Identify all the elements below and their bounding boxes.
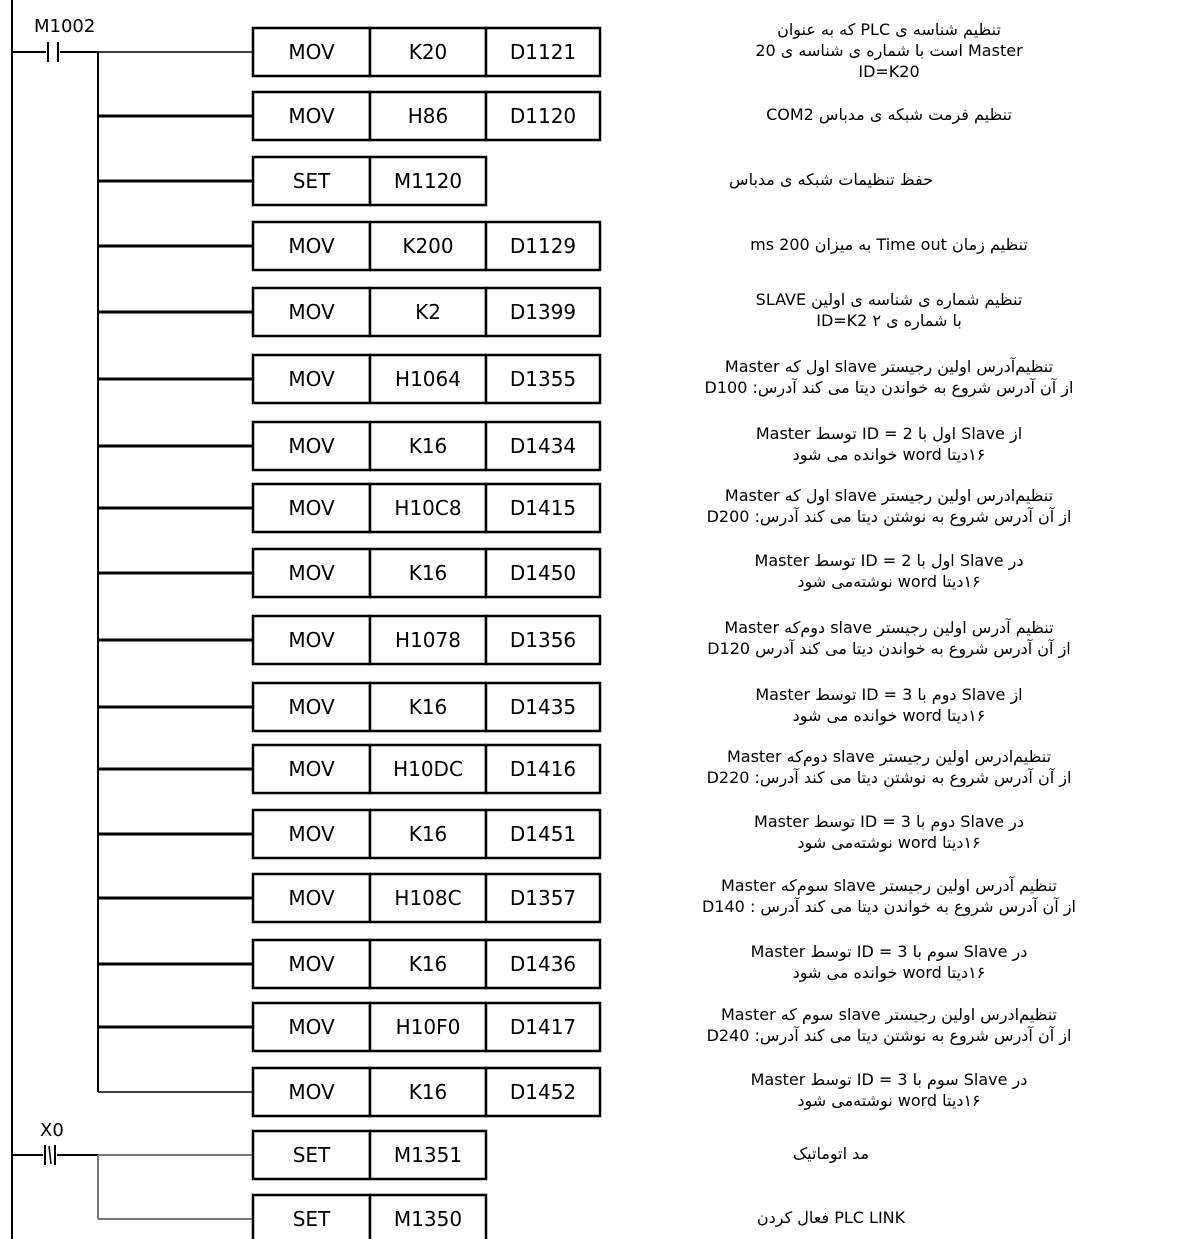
comment-line: تنظیم آدرس اولین رجیستر slave سوم‌که Master bbox=[721, 876, 1057, 895]
operand-dest-cell: D1436 bbox=[509, 952, 577, 976]
rung-comment bbox=[606, 550, 1172, 592]
operand-source-cell: H1064 bbox=[395, 367, 461, 391]
instruction-cell: MOV bbox=[288, 952, 335, 976]
instruction-cell: MOV bbox=[288, 561, 335, 585]
rung-3 bbox=[98, 157, 486, 205]
instruction-cell: MOV bbox=[288, 757, 335, 781]
comment-line: از آن آدرس شروع به نوشتن دیتا می کند آدرس: D220 bbox=[706, 768, 1072, 787]
operand-source-cell: M1351 bbox=[393, 1143, 463, 1167]
rung-2 bbox=[98, 92, 600, 140]
instruction-cell: MOV bbox=[288, 822, 335, 846]
rung-comment bbox=[606, 19, 1172, 82]
comment-line: در Slave دوم با ID = 3 توسط Master bbox=[754, 812, 1024, 831]
comment-line: ۱۶دیتا word نوشته‌می شود bbox=[797, 1091, 981, 1110]
operand-dest-cell: D1451 bbox=[509, 822, 577, 846]
comment-line: ۱۶دیتا word خوانده می شود bbox=[792, 445, 986, 464]
instruction-cell: MOV bbox=[288, 496, 335, 520]
comment-line: از Slave دوم با ID = 3 توسط Master bbox=[755, 685, 1023, 704]
comment-line: تنظیم‌ادرس اولین رجیستر slave سوم که Master bbox=[721, 1005, 1057, 1024]
instruction-cell: MOV bbox=[288, 40, 335, 64]
rung-8 bbox=[98, 484, 600, 532]
rung-comment bbox=[606, 875, 1172, 917]
operand-source-cell: K200 bbox=[402, 234, 454, 258]
instruction-cell: MOV bbox=[288, 628, 335, 652]
rung-comment bbox=[606, 104, 1172, 125]
comment-line: تنظیم شماره ی شناسه ی اولین SLAVE bbox=[755, 290, 1023, 309]
rung-9 bbox=[98, 549, 600, 597]
instruction-cell: SET bbox=[292, 169, 331, 193]
rung-1 bbox=[98, 28, 600, 76]
comment-line: تنظیم زمان Time out به میزان 200 ms bbox=[750, 234, 1028, 254]
contact-m1002 bbox=[12, 16, 98, 62]
rung-19 bbox=[98, 1195, 486, 1239]
comment-line: ۱۶دیتا word نوشته‌می شود bbox=[797, 572, 981, 591]
rung-comment bbox=[606, 1004, 1172, 1046]
comment-line: در Slave اول با ID = 2 توسط Master bbox=[754, 551, 1024, 570]
contact-x0 bbox=[12, 1120, 98, 1165]
comment-line: از Slave اول با ID = 2 توسط Master bbox=[755, 424, 1023, 443]
rung-7 bbox=[98, 422, 600, 470]
comment-line: تنظیم‌ادرس اولین رجیستر slave دوم‌که Master bbox=[726, 747, 1052, 766]
operand-dest-cell: D1434 bbox=[509, 434, 577, 458]
instruction-cell: MOV bbox=[288, 1080, 335, 1104]
operand-dest-cell: D1417 bbox=[509, 1015, 577, 1039]
operand-source-cell: H86 bbox=[407, 104, 449, 128]
comment-line: Master است با شماره ی شناسه ی 20 bbox=[755, 40, 1023, 60]
operand-source-cell: K20 bbox=[408, 40, 448, 64]
operand-dest-cell: D1450 bbox=[509, 561, 577, 585]
operand-source-cell: K16 bbox=[408, 952, 448, 976]
comment-line: ۱۶دیتا word خوانده می شود bbox=[792, 963, 986, 982]
comment-line: ID=K20 bbox=[858, 61, 920, 81]
instruction-cell: SET bbox=[292, 1143, 331, 1167]
rung-comment bbox=[606, 684, 1172, 726]
operand-dest-cell: D1356 bbox=[509, 628, 577, 652]
comment-line: در Slave سوم با ID = 3 توسط Master bbox=[750, 1070, 1028, 1089]
operand-source-cell: K2 bbox=[415, 300, 441, 324]
comment-line: از آن آدرس شروع به خواندن دیتا می کند آدرس: D100 bbox=[704, 378, 1074, 397]
operand-source-cell: H10DC bbox=[393, 757, 463, 781]
instruction-cell: MOV bbox=[288, 367, 335, 391]
operand-source-cell: H1078 bbox=[395, 628, 461, 652]
instruction-cell: MOV bbox=[288, 434, 335, 458]
comment-line: تنظیم‌آدرس اولین رجیستر slave اول که Master bbox=[724, 357, 1054, 376]
rung-comment bbox=[606, 234, 1172, 255]
instruction-cell: MOV bbox=[288, 234, 335, 258]
rung-comment bbox=[490, 169, 1172, 190]
instruction-cell: MOV bbox=[288, 104, 335, 128]
rung-12 bbox=[98, 745, 600, 793]
operand-dest-cell: D1415 bbox=[509, 496, 577, 520]
instruction-cell: MOV bbox=[288, 695, 335, 719]
instruction-cell: MOV bbox=[288, 1015, 335, 1039]
rung-13 bbox=[98, 810, 600, 858]
rung-16 bbox=[98, 1003, 600, 1051]
comment-line: تنظیم‌ادرس اولین رجیستر slave اول که Master bbox=[724, 486, 1054, 505]
rung-comment bbox=[606, 1069, 1172, 1111]
operand-source-cell: K16 bbox=[408, 1080, 448, 1104]
comment-line: با شماره ی ۲ ID=K2 bbox=[816, 311, 962, 330]
rung-15 bbox=[98, 940, 600, 988]
operand-dest-cell: D1416 bbox=[509, 757, 577, 781]
comment-line: ۱۶دیتا word نوشته‌می شود bbox=[797, 833, 981, 852]
comment-line: از آن آدرس شروع به نوشتن دیتا می کند آدرس: D240 bbox=[706, 1026, 1072, 1045]
operand-source-cell: H10C8 bbox=[394, 496, 462, 520]
comment-line: در Slave سوم با ID = 3 توسط Master bbox=[750, 942, 1028, 961]
contact-label-m1002: M1002 bbox=[34, 16, 96, 37]
rung-comment bbox=[606, 423, 1172, 465]
instruction-cell: MOV bbox=[288, 300, 335, 324]
operand-source-cell: M1120 bbox=[393, 169, 463, 193]
rung-11 bbox=[98, 683, 600, 731]
rung-4 bbox=[98, 222, 600, 270]
operand-dest-cell: D1435 bbox=[509, 695, 577, 719]
comment-line: PLC LINK فعال کردن bbox=[756, 1207, 906, 1227]
rung-comment bbox=[490, 1207, 1172, 1228]
operand-source-cell: M1350 bbox=[393, 1207, 463, 1231]
instruction-cell: SET bbox=[292, 1207, 331, 1231]
comment-line: تنظیم شناسه ی PLC که به عنوان bbox=[777, 19, 1001, 39]
rung-comment bbox=[606, 617, 1172, 659]
comment-line: از آن آدرس شروع به خواندن دیتا می کند آدرس : D140 bbox=[702, 897, 1076, 916]
operand-source-cell: K16 bbox=[408, 822, 448, 846]
rung-comment bbox=[606, 746, 1172, 788]
rung-comment bbox=[606, 289, 1172, 331]
rung-10 bbox=[98, 616, 600, 664]
operand-source-cell: K16 bbox=[408, 434, 448, 458]
comment-line: از آن آدرس شروع به خواندن دیتا می کند آدرس D120 bbox=[707, 639, 1071, 658]
operand-source-cell: K16 bbox=[408, 695, 448, 719]
rung-comment bbox=[606, 941, 1172, 983]
rung-17 bbox=[98, 1068, 600, 1116]
rung-6 bbox=[98, 355, 600, 403]
rung-comment bbox=[606, 356, 1172, 398]
operand-dest-cell: D1129 bbox=[509, 234, 577, 258]
rung-comment bbox=[606, 485, 1172, 527]
operand-dest-cell: D1121 bbox=[509, 40, 577, 64]
comment-line: ۱۶دیتا word خوانده می شود bbox=[792, 706, 986, 725]
comment-line: حفظ تنظیمات شبکه ی مدباس bbox=[729, 169, 933, 189]
rung-18 bbox=[98, 1131, 486, 1179]
comment-line: تنظیم آدرس اولین رجیستر slave دوم‌که Master bbox=[724, 618, 1054, 637]
operand-dest-cell: D1452 bbox=[509, 1080, 577, 1104]
operand-source-cell: H108C bbox=[394, 886, 462, 910]
operand-dest-cell: D1120 bbox=[509, 104, 577, 128]
instruction-cell: MOV bbox=[288, 886, 335, 910]
rung-comment bbox=[606, 811, 1172, 853]
comment-line: مد اتوماتیک bbox=[792, 1143, 870, 1163]
operand-dest-cell: D1399 bbox=[509, 300, 577, 324]
operand-source-cell: H10F0 bbox=[395, 1015, 461, 1039]
contact-label-x0: X0 bbox=[40, 1120, 64, 1141]
operand-source-cell: K16 bbox=[408, 561, 448, 585]
operand-dest-cell: D1355 bbox=[509, 367, 577, 391]
rung-5 bbox=[98, 288, 600, 336]
comment-line: از آن آدرس شروع به نوشتن دیتا می کند آدرس: D200 bbox=[706, 507, 1072, 526]
operand-dest-cell: D1357 bbox=[509, 886, 577, 910]
comment-line: تنظیم فرمت شبکه ی مدباس COM2 bbox=[766, 104, 1012, 124]
rung-comment bbox=[490, 1143, 1172, 1164]
rung-14 bbox=[98, 874, 600, 922]
